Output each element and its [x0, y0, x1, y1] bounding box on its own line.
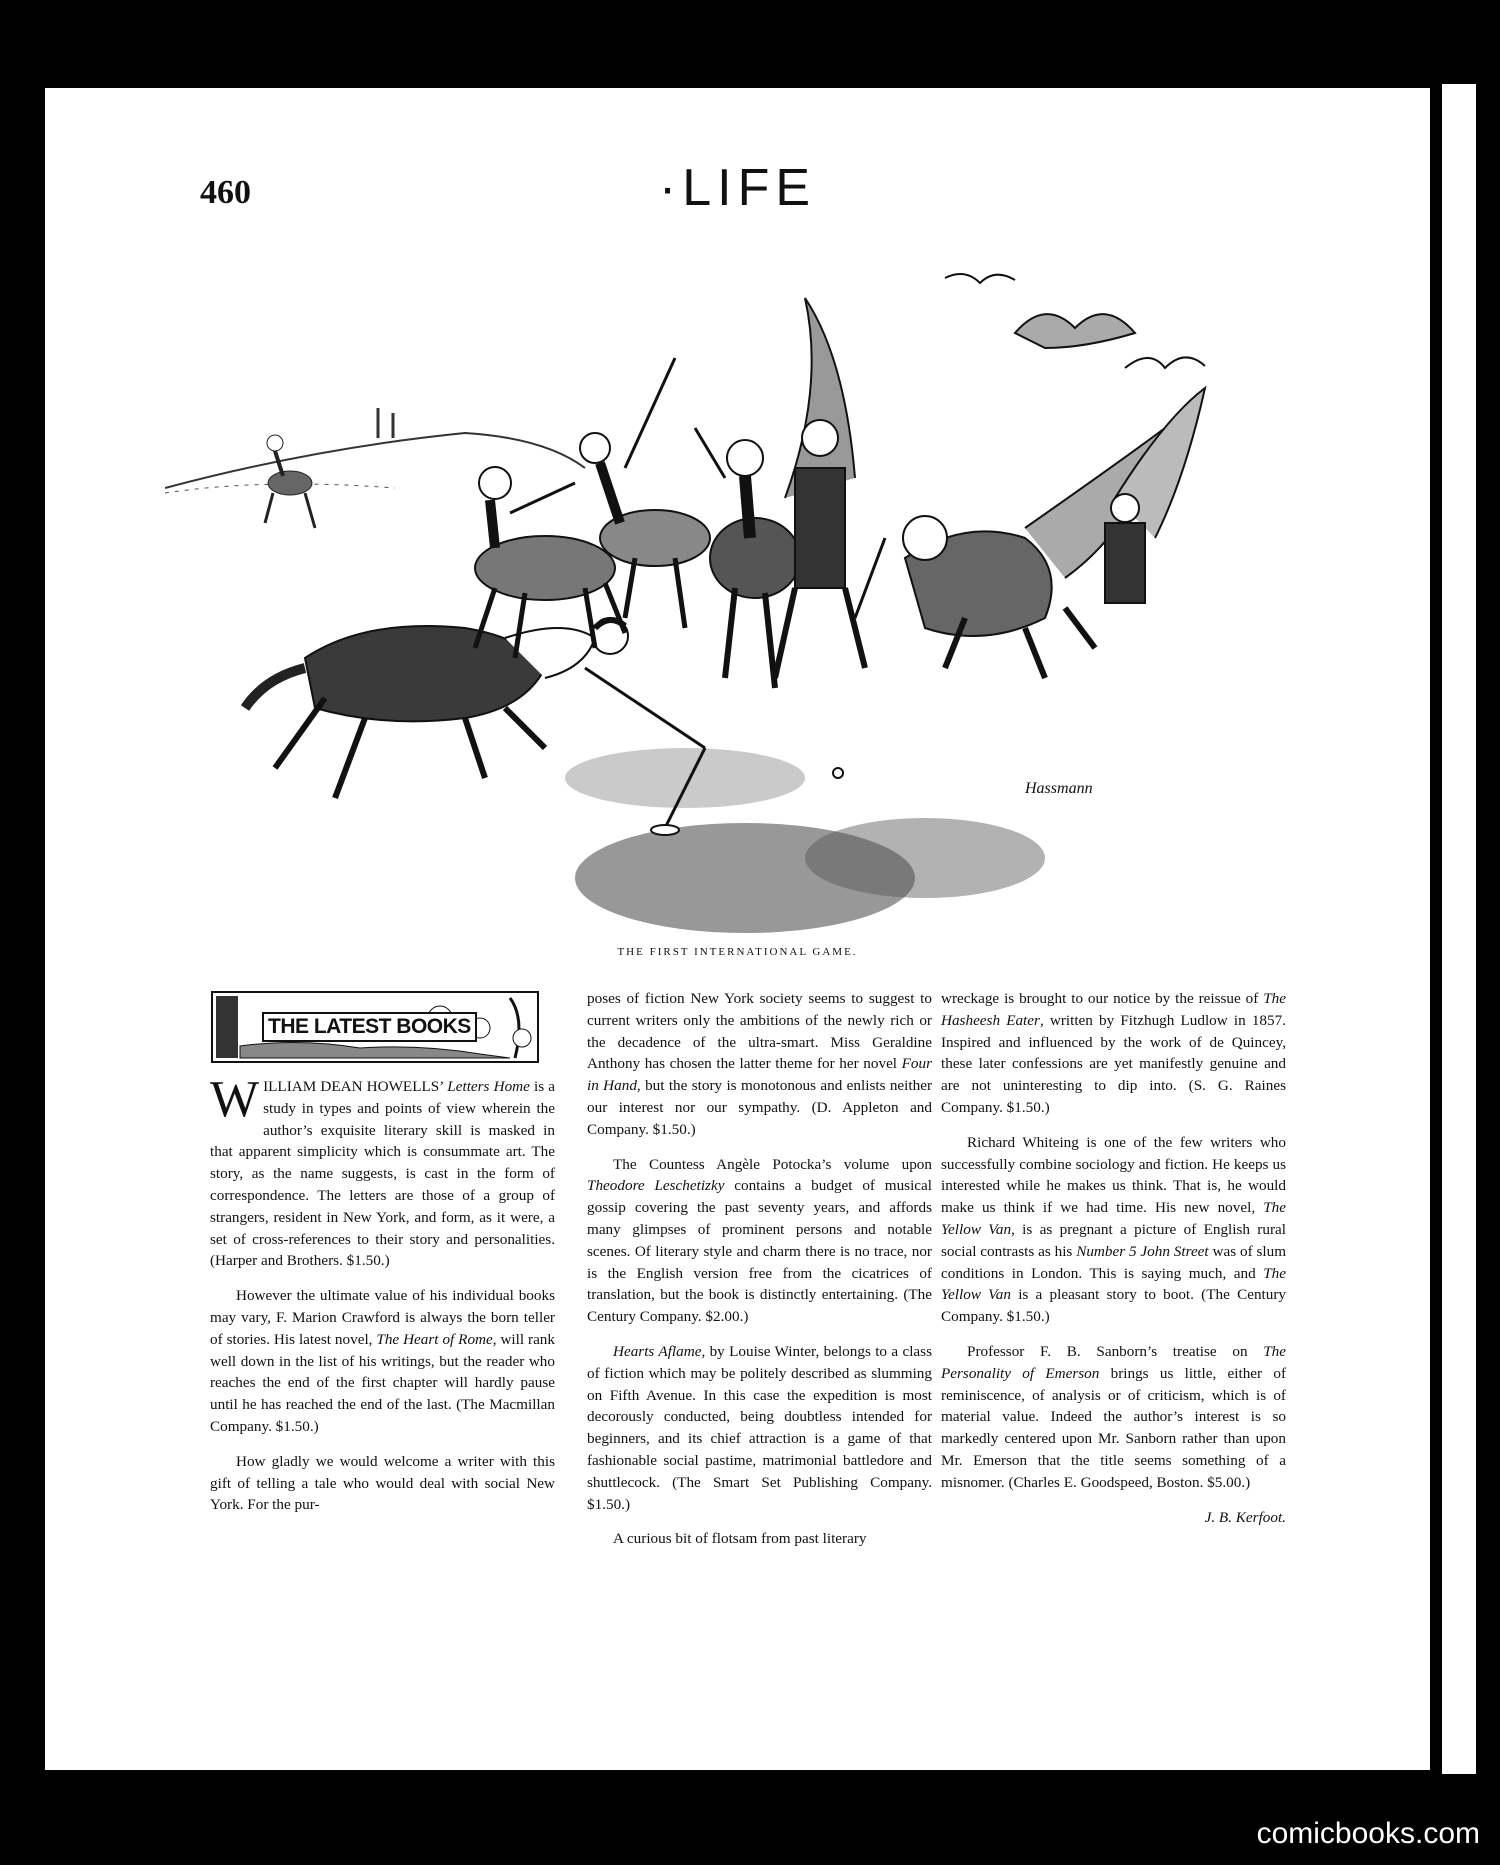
page-number: 460 — [200, 174, 251, 211]
magazine-page — [45, 88, 1430, 1770]
review-hasheesh-eater: wreckage is brought to our notice by the reissue of The Hasheesh Eater, written by Fitzhugh Ludlow in 1857. Inspired and influenced by the work of de Quincey, these later confessions are yet manifestly genuine and are not uninteresting to dip into. (S. G. Raines Company. $1.50.) — [941, 990, 1287, 1116]
column-2 — [587, 988, 932, 1563]
winged-bull-group — [775, 298, 1205, 678]
review-howells: WILLIAM DEAN HOWELLS’ Letters Home is a study in types and points of view wherein the author’s exquisite literary skill is masked in that apparent simplicity which is consummate art. The story, as the name suggests, is cast in the form of correspondence. The letters are those of a group of strangers, resident in New York, and form, as it were, a set of cross-references to their story and personalities. (Harper and Brothers. $1.50.) — [210, 1071, 555, 1270]
review-leschetizky: The Countess Angèle Potocka’s volume upon Theodore Leschetizky contains a budget of musical gossip covering the past seventy years, and affords many glimpses of prominent persons and notable scenes. Of literary style and charm there is no trace, nor is the English version free from the cicatrices of translation, but the book is distinctly entertaining. (The Century Company. $2.00.) — [587, 1155, 932, 1326]
artist-signature: Hassmann — [1025, 780, 1093, 797]
review-crawford: However the ultimate value of his individual books may vary, F. Marion Crawford is always the born teller of stories. His latest novel, The Heart of Rome, will rank well down in the list of his writings, but the reader who reaches the end of the first chapter will hardly pause until he has reached the end of the last. (The Macmillan Company. $1.50.) — [210, 1287, 555, 1435]
drop-cap: W — [210, 1071, 260, 1128]
polo-ball — [833, 768, 843, 778]
illustration-polo-game — [165, 238, 1335, 1018]
hill-outline — [165, 433, 585, 488]
review-emerson: Professor F. B. Sanborn’s treatise on The Personality of Emerson brings us little, either of reminiscence, of analysis or of criticism, which is of material value. Indeed the author’s interest is so markedly centered upon Mr. Sanborn rather than upon Mr. Emerson that the title seems something of a misnomer. (Charles E. Goodspeed, Boston. $5.00.) — [941, 1342, 1287, 1491]
latest-books-header — [210, 988, 540, 1066]
review-flotsam-intro: A curious bit of flotsam from past literary — [613, 1530, 867, 1548]
column-3 — [941, 988, 1286, 1541]
review-social-new-york: How gladly we would welcome a writer with this gift of telling a tale who would deal with social New York. For the pur- — [210, 1452, 555, 1514]
column-1 — [210, 988, 555, 1529]
reviewer-signature: J. B. Kerfoot. — [1204, 1508, 1286, 1526]
distant-centaur — [265, 435, 315, 528]
adjacent-page-edge — [1442, 84, 1476, 1774]
review-yellow-van: Richard Whiteing is one of the few writers who successfully combine sociology and fiction. He keeps us interested while he makes us think. That is, he would make us think if we had time. His new novel, The Yellow Van, is as pregnant a picture of English rural social contrasts as his Number 5 John Street was of slum conditions in London. This is saying much, and The Yellow Van is a pleasant story to boot. (The Century Company. $1.50.) — [941, 1133, 1287, 1326]
flying-birds — [945, 274, 1205, 368]
review-hearts-aflame: Hearts Aflame, by Louise Winter, belongs to a class of fiction which may be politely described as slumming on Fifth Avenue. In this case the expedition is most decorously conducted, being doubtless intended for beginners, and its chief attraction is a game of that fashionable social pastime, matrimonial battledore and shuttlecock. (The Smart Set Publishing Company. $1.50.) — [587, 1342, 932, 1513]
review-four-in-hand: poses of fiction New York society seems to suggest to current writers only the ambitions of the newly rich or the decadence of the ultra-smart. Miss Geraldine Anthony has chosen the latter theme for her novel Four in Hand, but the story is monotonous and enlists neither our interest nor our sympathy. (D. Appleton and Company. $1.50.) — [587, 990, 932, 1138]
illustration-caption: THE FIRST INTERNATIONAL GAME. — [617, 946, 858, 958]
latest-books-title: THE LATEST BOOKS — [262, 1012, 477, 1042]
masthead-title: ·LIFE — [658, 159, 817, 217]
watermark: comicbooks.com — [1256, 1817, 1480, 1850]
